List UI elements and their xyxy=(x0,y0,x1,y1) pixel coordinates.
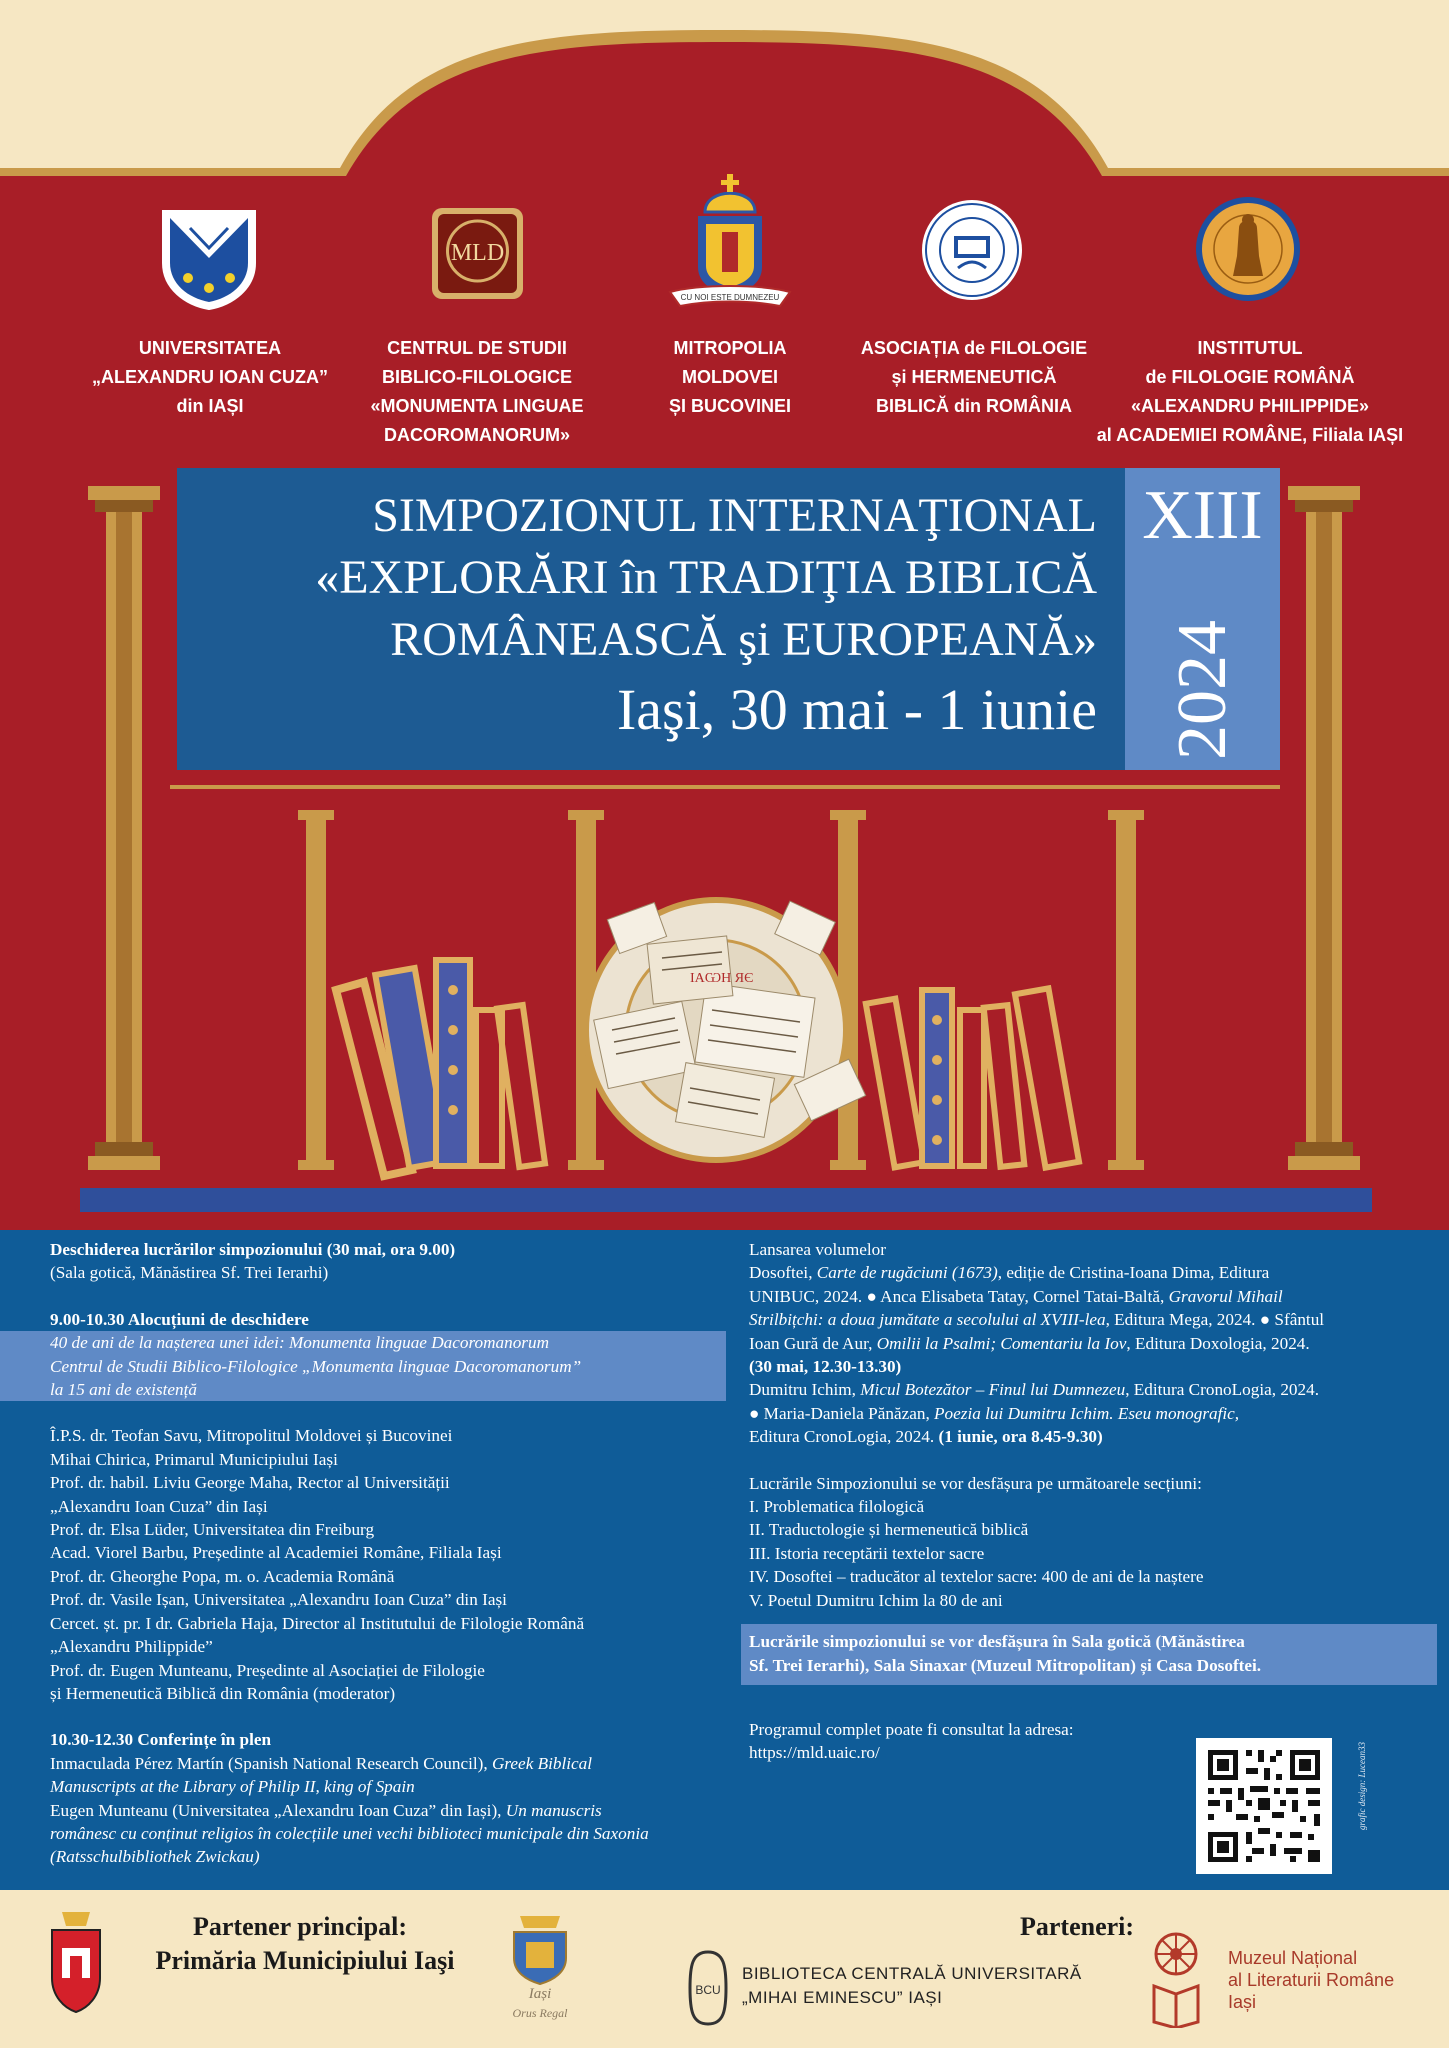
opening-title: Deschiderea lucrărilor simpozionului (30 mai, ora 9.00) xyxy=(50,1240,456,1259)
conference-2 xyxy=(50,1799,730,1822)
section-item: V. Poetul Dumitru Ichim la 80 de ani xyxy=(749,1590,1003,1610)
sections-intro: Lucrările Simpozionului se vor desfășura pe următoarele secțiuni: xyxy=(749,1473,1202,1493)
edition-box xyxy=(1125,468,1280,770)
organizer-line: MOLDOVEI xyxy=(681,367,778,387)
svg-text:CU NOI ESTE DUMNEZEU: CU NOI ESTE DUMNEZEU xyxy=(680,293,780,302)
title-line-3: ROMÂNEASCĂ şi EUROPEANĂ» xyxy=(390,613,1097,666)
conference-author: Inmaculada Pérez Martín (Spanish National Research Council), xyxy=(50,1753,492,1773)
books-right-icon xyxy=(866,988,1079,1167)
launch-time: (1 iunie, ora 8.45-9.30) xyxy=(938,1427,1103,1447)
uaic-crest-icon xyxy=(160,208,258,310)
venue-highlight xyxy=(741,1624,1437,1685)
highlight-line: 40 de ani de la nașterea unei idei: Monumenta linguae Dacoromanorum xyxy=(50,1333,549,1353)
program-info: Programul complet poate fi consultat la adresa: xyxy=(749,1719,1074,1739)
venue-line: Lucrările simpozionului se vor desfășura în Sala gotică (Mănăstirea xyxy=(749,1632,1245,1652)
organizer-line: ȘI BUCOVINEI xyxy=(668,396,792,416)
organizer-line: BIBLICO-FILOLOGICE xyxy=(382,367,572,387)
organizer-line: „ALEXANDRU IOAN CUZA” xyxy=(92,367,328,387)
iasi-brand-text: Iași xyxy=(528,1986,552,2002)
speaker: Prof. dr. Elsa Lüder, Universitatea din Freiburg xyxy=(50,1520,375,1540)
organizer-line: al ACADEMIEI ROMÂNE, Filiala IAȘI xyxy=(1096,425,1404,445)
symposium-title-box xyxy=(177,468,1125,770)
program-section xyxy=(0,1230,1449,1890)
bcu-logo-icon xyxy=(686,1948,730,2028)
title-line-2: «EXPLORĂRI în TRADIŢIA BIBLICĂ xyxy=(315,551,1097,604)
mitropolia-crest-icon xyxy=(660,172,800,322)
speaker: Prof. dr. habil. Liviu George Maha, Rector al Universității xyxy=(50,1473,450,1493)
anniversary-highlight xyxy=(0,1331,726,1401)
speaker: „Alexandru Ioan Cuza” din Iași xyxy=(50,1496,268,1516)
section-item: I. Problematica filologică xyxy=(749,1497,925,1517)
speaker: Prof. dr. Gheorghe Popa, m. o. Academia Română xyxy=(50,1566,395,1586)
mld-logo-icon xyxy=(430,206,525,301)
program-right-column xyxy=(749,1238,1429,1765)
books-left-icon xyxy=(336,960,545,1176)
conference-title: Un manuscris xyxy=(505,1800,602,1820)
partners-footer xyxy=(0,1890,1449,2048)
organizer-line: UNIVERSITATEA xyxy=(138,338,282,358)
title-line-1: SIMPOZIONUL INTERNAŢIONAL xyxy=(372,489,1097,542)
design-credit: grafic design: Lucean33 xyxy=(1357,1742,1367,1830)
organizer-line: «ALEXANDRU PHILIPPIDE» xyxy=(1130,396,1370,416)
title-dates: Iaşi, 30 mai - 1 iunie xyxy=(616,677,1097,742)
launch-heading: Lansarea volumelor xyxy=(749,1240,886,1259)
launch-text: Ioan Gură de Aur, Omilii la Psalmi; Comentariu la Iov, Editura Doxologia, 2024. xyxy=(749,1333,1310,1353)
speaker: Prof. dr. Vasile Ișan, Universitatea „Alexandru Ioan Cuza” din Iași xyxy=(50,1590,507,1610)
bcu-name-line1: BIBLIOTECA CENTRALĂ UNIVERSITARĂ xyxy=(742,1964,1082,1983)
speaker: Cercet. șt. pr. I dr. Gabriela Haja, Director al Institutului de Filologie Română xyxy=(50,1613,585,1633)
organizer-line: CENTRUL DE STUDII xyxy=(387,338,567,358)
museum-name-line1: Muzeul Național xyxy=(1228,1948,1358,1968)
conference-2-title: românesc cu conținut religios în colecțiile unei vechi biblioteci municipale din Saxonia xyxy=(50,1823,649,1843)
conference-1-title: Manuscripts at the Library of Philip II, king of Spain xyxy=(50,1777,415,1797)
museum-name-line2: al Literaturii Române xyxy=(1228,1970,1395,1990)
organizer-line: INSTITUTUL xyxy=(1197,338,1303,358)
bcu-name-line2: „MIHAI EMINESCU” IAȘI xyxy=(742,1988,943,2007)
organizer-line: DACOROMANORUM» xyxy=(384,425,570,445)
organizer-line: «MONUMENTA LINGUAE xyxy=(370,396,584,416)
speaker: Mihai Chirica, Primarul Municipiului Iași xyxy=(50,1449,338,1469)
organizer-uaic xyxy=(60,334,360,421)
main-partner-label: Partener principal: xyxy=(193,1912,407,1941)
organizer-line: din IAȘI xyxy=(176,396,244,416)
highlight-line: Centrul de Studii Biblico-Filologice „Monumenta linguae Dacoromanorum” xyxy=(50,1356,582,1376)
section-item: IV. Dosoftei – traducător al textelor sacre: 400 de ani de la naștere xyxy=(749,1567,1204,1587)
launch-time: (30 mai, 12.30-13.30) xyxy=(749,1357,902,1377)
iasi-coat-of-arms-icon xyxy=(40,1908,112,2018)
museum-logo-icon xyxy=(1148,1928,1204,2028)
speaker: și Hermeneutică Biblică din România (moderator) xyxy=(50,1683,396,1703)
svg-text:BCU: BCU xyxy=(695,1983,721,1997)
right-column-icon xyxy=(1288,486,1360,1170)
launch-text: Strilbițchi: a doua jumătate a secolului al XVIII-lea, Editura Mega, 2024. ● Sfântul xyxy=(749,1310,1325,1330)
session-plenary-heading: 10.30-12.30 Conferințe în plen xyxy=(50,1730,272,1750)
speaker: „Alexandru Philippide” xyxy=(50,1637,213,1657)
program-left-column xyxy=(50,1238,730,1869)
organizer-line: și HERMENEUTICĂ xyxy=(891,367,1057,387)
organizer-line: MITROPOLIA xyxy=(673,338,787,358)
conference-2-title: (Ratsschulbibliothek Zwickau) xyxy=(50,1847,260,1867)
opening-place: (Sala gotică, Mănăstirea Sf. Trei Ierarhi) xyxy=(50,1263,329,1283)
qr-code-icon[interactable] xyxy=(1196,1738,1332,1874)
section-item: III. Istoria receptării textelor sacre xyxy=(749,1543,985,1563)
launch-text: Editura CronoLogia, 2024. (1 iunie, ora 8.45-9.30) xyxy=(749,1427,1103,1447)
edition-number: XIII xyxy=(1142,477,1263,554)
main-partner-name: Primăria Municipiului Iaşi xyxy=(155,1946,455,1975)
organizer-line: BIBLICĂ din ROMÂNIA xyxy=(876,396,1072,416)
academia-romana-seal-icon xyxy=(1195,196,1301,302)
speaker: Î.P.S. dr. Teofan Savu, Mitropolitul Moldovei și Bucovinei xyxy=(50,1426,453,1446)
left-column-icon xyxy=(88,486,160,1170)
highlight-line: la 15 ani de existență xyxy=(50,1380,198,1400)
partners-label: Parteneri: xyxy=(1020,1912,1135,1941)
manuscript-medallion-icon xyxy=(586,900,866,1160)
session-opening-heading: 9.00-10.30 Alocuțiuni de deschidere xyxy=(50,1309,309,1329)
organizer-line: ASOCIAȚIA de FILOLOGIE xyxy=(860,338,1088,358)
conference-author: Eugen Munteanu (Universitatea „Alexandru Ioan Cuza” din Iași), xyxy=(50,1800,506,1820)
organizer-afhbr xyxy=(824,334,1124,421)
museum-name-line3: Iași xyxy=(1228,1992,1257,2012)
launch-text: ● Maria-Daniela Pănăzan, Poezia lui Dumitru Ichim. Eseu monografic, xyxy=(749,1403,1240,1423)
organizer-institut xyxy=(1080,334,1420,450)
iasi-brand-subtext: Orus Regal xyxy=(512,2006,568,2020)
program-url-link[interactable]: https://mld.uaic.ro/ xyxy=(749,1743,880,1763)
launch-text: Dumitru Ichim, Micul Botezător – Finul lui Dumnezeu, Editura CronoLogia, 2024. xyxy=(749,1380,1319,1400)
conference-1 xyxy=(50,1752,730,1775)
edition-year: 2024 xyxy=(1164,620,1241,760)
svg-text:MLD: MLD xyxy=(450,240,505,266)
speaker: Prof. dr. Eugen Munteanu, Președinte al Asociației de Filologie xyxy=(50,1660,485,1680)
conference-title: Greek Biblical xyxy=(491,1753,593,1773)
svg-text:ІАѠН ЯЄ: ІАѠН ЯЄ xyxy=(690,971,754,986)
organizer-line: de FILOLOGIE ROMÂNĂ xyxy=(1145,367,1355,387)
launch-text: UNIBUC, 2024. ● Anca Elisabeta Tatay, Cornel Tatai-Baltă, Gravorul Mihail xyxy=(749,1286,1283,1306)
section-item: II. Traductologie și hermeneutică biblică xyxy=(749,1520,1029,1540)
speaker: Acad. Viorel Barbu, Președinte al Academiei Române, Filiala Iași xyxy=(50,1543,502,1563)
iasi-royal-crest-icon xyxy=(500,1906,580,1986)
venue-line: Sf. Trei Ierarhi), Sala Sinaxar (Muzeul Mitropolitan) și Casa Dosoftei. xyxy=(749,1655,1262,1675)
afhbr-seal-icon xyxy=(920,198,1024,302)
launch-text: Dosoftei, Carte de rugăciuni (1673), ediție de Cristina-Ioana Dima, Editura xyxy=(749,1263,1270,1283)
